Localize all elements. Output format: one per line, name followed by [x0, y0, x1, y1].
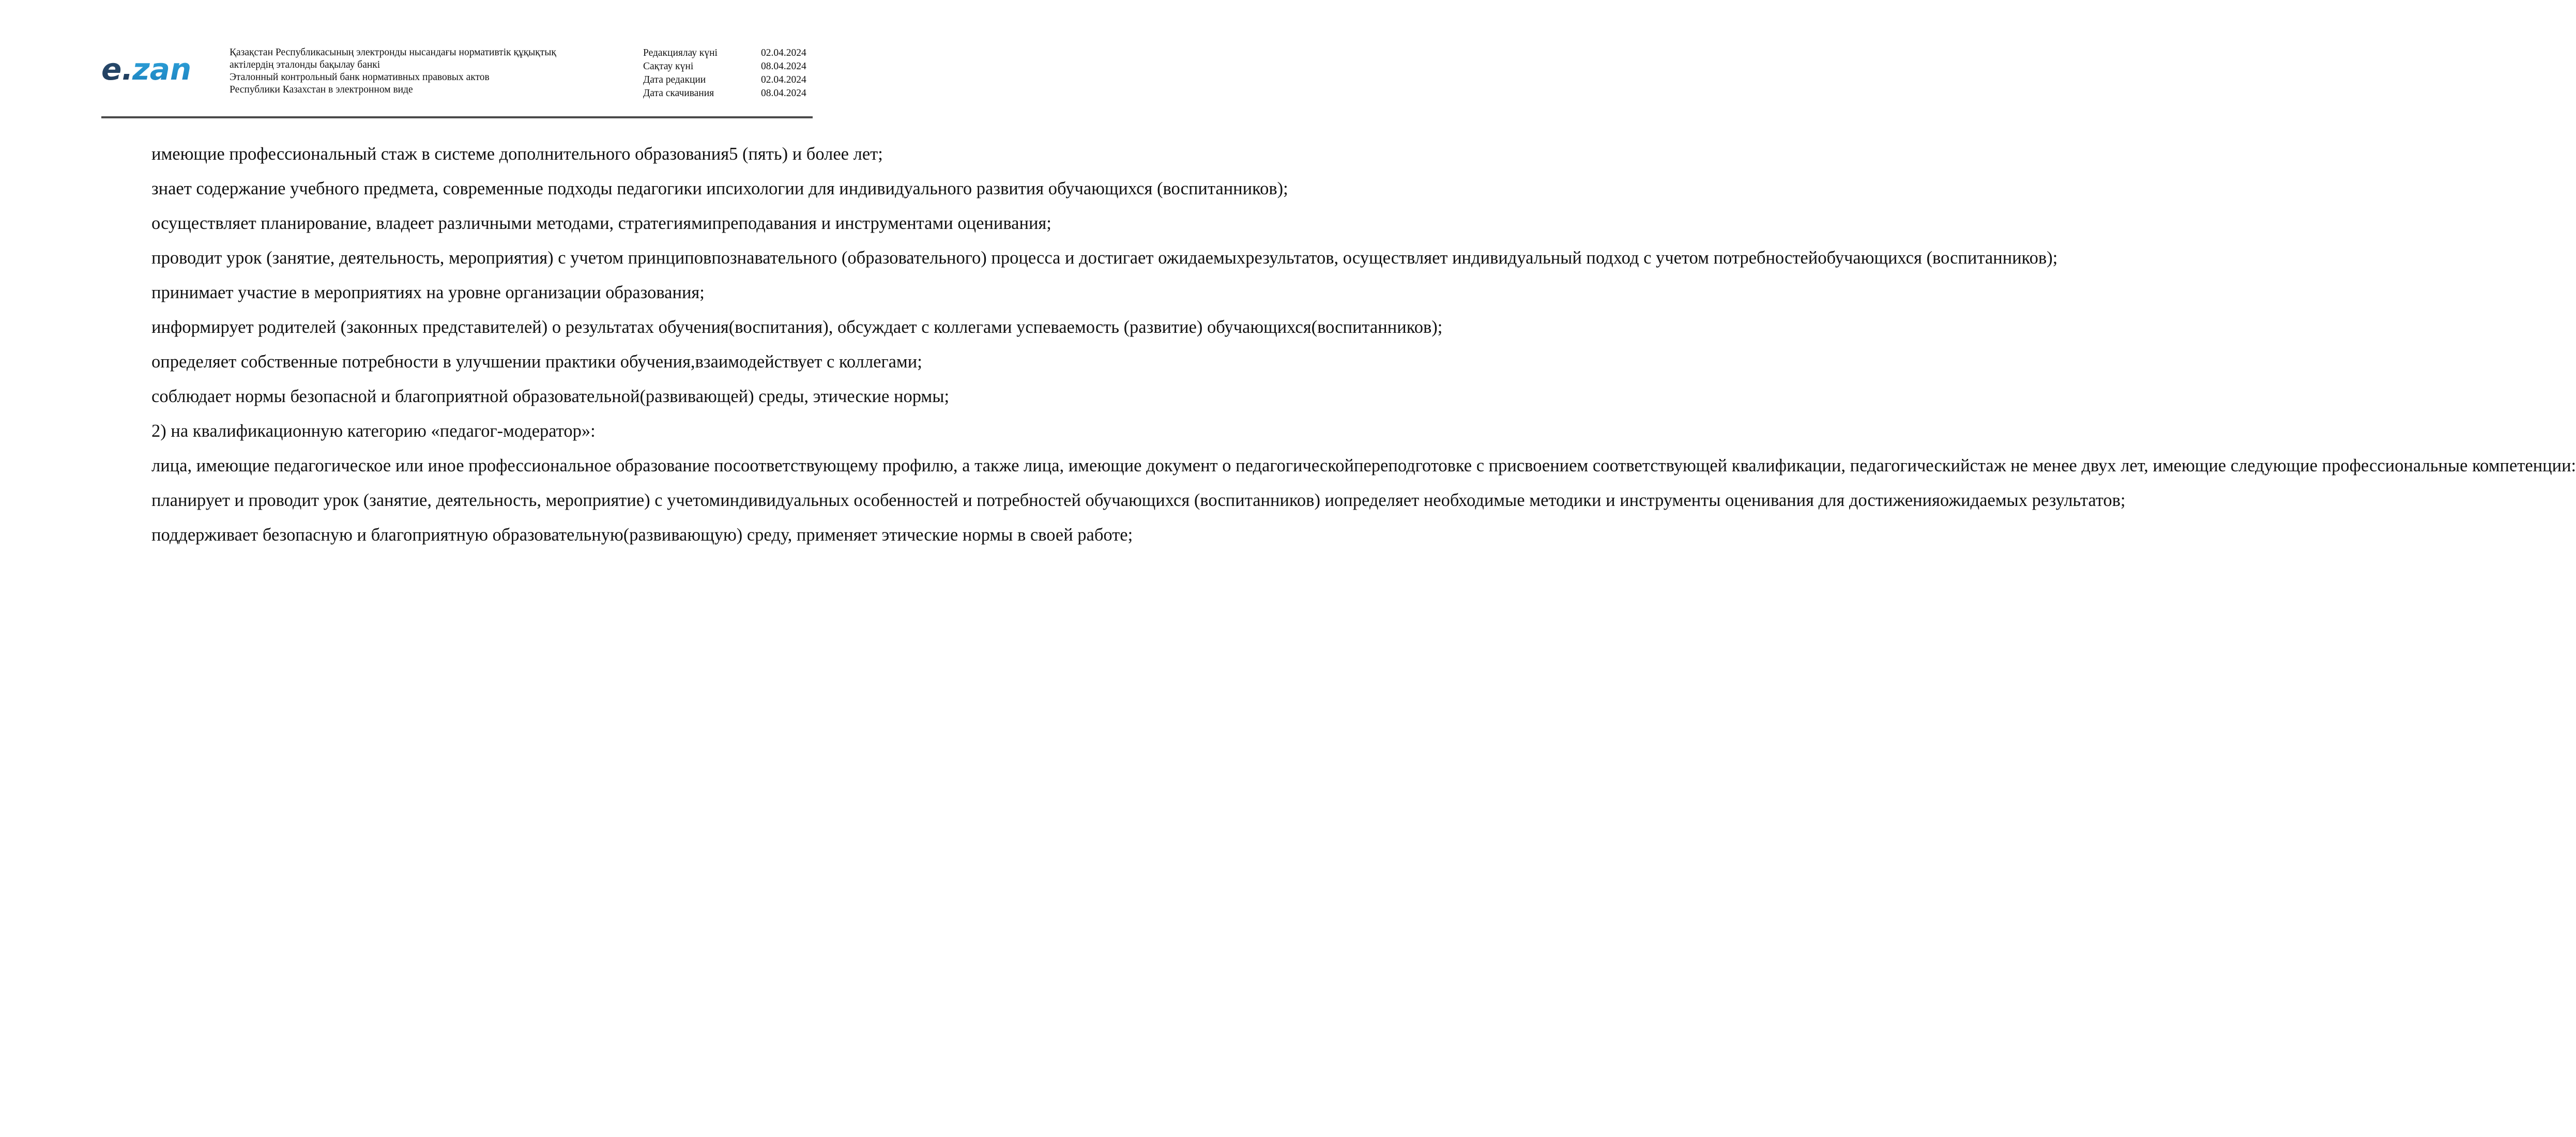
header-title-line: Эталонный контрольный банк нормативных правовых актов [230, 72, 490, 83]
meta-value: 02.04.2024 [761, 74, 806, 85]
meta-row-download-date-ru [643, 87, 813, 100]
paragraph-line: индивидуальных особенностей и потребностей обучающихся (воспитанников) и [720, 490, 1335, 510]
paragraph-line: взаимодействует с коллегами; [695, 352, 922, 372]
meta-row-edit-date-ru [643, 73, 813, 87]
paragraph-line: определяет необходимые методики и инструменты оценивания для достижения [1334, 490, 1940, 510]
paragraph-line: имеющие профессиональный стаж в системе дополнительного образования [151, 144, 729, 164]
header-bank-title [230, 47, 612, 96]
meta-value: 08.04.2024 [761, 88, 806, 99]
body-paragraph [101, 487, 2126, 514]
document-body [101, 141, 2576, 556]
paragraph-line: психологии для индивидуального развития обучающихся (воспитанников); [715, 179, 1288, 198]
paragraph-line: соответствующему профилю, а также лица, имеющие документ о педагогической [733, 456, 1354, 475]
paragraph-line: 2) на квалификационную категорию «педагог-модератор»: [151, 421, 596, 441]
header-title-line: Республики Казахстан в электронном виде [230, 84, 413, 95]
meta-value: 08.04.2024 [761, 61, 806, 72]
body-paragraph [101, 175, 1288, 202]
paragraph-line: 5 (пять) и более лет; [729, 144, 883, 164]
paragraph-line: поддерживает безопасную и благоприятную образовательную [151, 525, 623, 545]
body-paragraph [101, 521, 1133, 548]
header-divider [101, 116, 813, 118]
paragraph-line: определяет собственные потребности в улучшении практики обучения, [151, 352, 695, 372]
body-paragraph [101, 383, 950, 410]
meta-label: Дата редакции [643, 74, 706, 85]
body-paragraph [101, 418, 813, 444]
body-paragraph [101, 279, 813, 306]
paragraph-line: ожидаемых результатов; [1940, 490, 2126, 510]
header-meta [643, 47, 813, 100]
paragraph-line: (воспитанников); [1311, 317, 1443, 337]
paragraph-line: переподготовке с присвоением соответствующей квалификации, педагогический [1354, 456, 1970, 475]
meta-label: Дата скачивания [643, 88, 714, 99]
paragraph-line: знает содержание учебного предмета, современные подходы педагогики и [151, 179, 716, 198]
meta-label: Редакциялау күні [643, 48, 718, 58]
paragraph-line: соблюдает нормы безопасной и благоприятной образовательной [151, 387, 640, 406]
paragraph-line: результатов, осуществляет индивидуальный подход с учетом потребностей [1245, 248, 1818, 268]
body-paragraph [101, 314, 1443, 341]
body-paragraph [101, 452, 2576, 479]
paragraph-line: (воспитания), обсуждает с коллегами успеваемость (развитие) обучающихся [728, 317, 1312, 337]
header-title-line: Қазақстан Республикасының электронды нысандағы нормативтік құқықтық [230, 47, 556, 58]
body-paragraph [101, 244, 2058, 271]
paragraph-line: обучающихся (воспитанников); [1818, 248, 2058, 268]
paragraph-line: лица, имеющие педагогическое или иное профессиональное образование по [151, 456, 733, 475]
svg-text:zan: zan [132, 52, 192, 87]
svg-text:e.: e. [101, 52, 133, 87]
meta-row-save-date-kz [643, 60, 813, 73]
document-header [101, 45, 813, 116]
meta-value: 02.04.2024 [761, 48, 806, 58]
paragraph-line: стаж не менее двух лет, имеющие следующие профессиональные компетенции: [1970, 456, 2576, 475]
paragraph-line: планирует и проводит урок (занятие, деятельность, мероприятие) с учетом [151, 490, 721, 510]
body-paragraph [101, 348, 922, 375]
paragraph-line: проводит урок (занятие, деятельность, мероприятия) с учетом принципов [151, 248, 712, 268]
meta-row-edit-date-kz [643, 47, 813, 60]
paragraph-line: (развивающую) среду, применяет этические нормы в своей работе; [623, 525, 1133, 545]
paragraph-line: информирует родителей (законных представителей) о результатах обучения [151, 317, 729, 337]
body-paragraph [101, 141, 883, 167]
paragraph-line: преподавания и инструментами оценивания; [712, 213, 1051, 233]
paragraph-line: (развивающей) среды, этические нормы; [639, 387, 950, 406]
meta-label: Сақтау күні [643, 61, 694, 72]
ezan-logo [101, 52, 205, 88]
header-title-line: актілердің эталонды бақылау банкі [230, 59, 380, 70]
paragraph-line: познавательного (образовательного) процесса и достигает ожидаемых [711, 248, 1246, 268]
body-paragraph [101, 210, 1051, 237]
paragraph-line: осуществляет планирование, владеет различными методами, стратегиями [151, 213, 712, 233]
paragraph-line: принимает участие в мероприятиях на уровне организации образования; [151, 283, 705, 302]
